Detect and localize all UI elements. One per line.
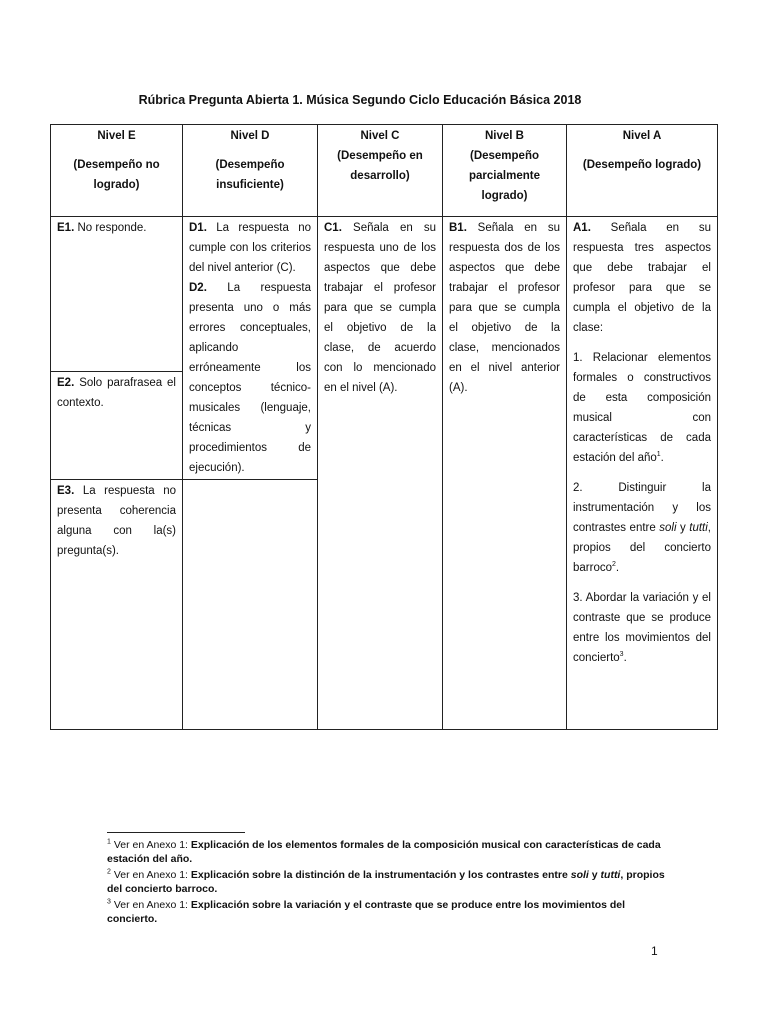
soli-term: soli bbox=[659, 522, 677, 534]
footnote-prefix: Ver en Anexo 1: bbox=[110, 869, 191, 881]
a1-item-2-end: . bbox=[615, 562, 620, 574]
a1-code: A1. bbox=[573, 222, 591, 234]
cell-c1 bbox=[318, 217, 443, 730]
footnote-number: 2 bbox=[107, 868, 111, 876]
header-desc-label: (Desempeño parcialmente logrado) bbox=[469, 150, 540, 202]
header-nivel-a bbox=[567, 125, 718, 217]
header-row bbox=[51, 125, 718, 217]
a1-item-3 bbox=[573, 588, 711, 668]
footnote-ref-2: 2 bbox=[612, 561, 616, 569]
header-desc-label: (Desempeño logrado) bbox=[582, 159, 702, 171]
e2-text: Solo parafrasea el contexto. bbox=[57, 376, 176, 409]
header-desc-label: (Desempeño insuficiente) bbox=[215, 159, 285, 191]
a1-item-1-text: 1. Relacionar elementos formales o constructivos de esta composición musical con características de cada estación del año bbox=[573, 352, 711, 464]
e1-code: E1. bbox=[57, 222, 75, 234]
a1-item-3-end: . bbox=[623, 652, 627, 664]
footnote-number: 3 bbox=[107, 898, 111, 906]
tutti-term: tutti bbox=[689, 522, 708, 534]
conjunction: y bbox=[588, 869, 601, 881]
header-nivel-c bbox=[318, 125, 443, 217]
cell-d1 bbox=[183, 217, 318, 480]
a1-intro bbox=[573, 218, 711, 338]
e2-code: E2. bbox=[57, 376, 75, 389]
b1-code: B1. bbox=[449, 222, 467, 234]
a1-item-3-text: 3. Abordar la variación y el contraste que se produce entre los movimientos del concierto bbox=[573, 592, 711, 664]
rubric-row bbox=[51, 217, 718, 372]
footnote-1 bbox=[107, 838, 667, 866]
e1-text: No responde. bbox=[74, 222, 147, 234]
footnote-rule bbox=[107, 832, 245, 833]
cell-a1 bbox=[567, 217, 718, 730]
b1-text: Señala en su respuesta dos de los aspectos que debe trabajar el profesor para que se cumpla el objetivo de la clase, mencionados en el nivel anterior (A). bbox=[449, 222, 560, 394]
footnote-prefix: Ver en Anexo 1: bbox=[110, 839, 191, 851]
cell-d-empty bbox=[183, 480, 318, 730]
footnote-3 bbox=[107, 898, 667, 926]
footnote-text: Explicación de los elementos formales de la composición musical con características de cada estación del año. bbox=[107, 839, 661, 865]
header-nivel-d bbox=[183, 125, 318, 217]
a1-text: Señala en su respuesta tres aspectos que debe trabajar el profesor para que se cumpla el objetivo de la clase: bbox=[573, 222, 711, 334]
a1-item-1-end: . bbox=[660, 452, 664, 464]
document-title: Rúbrica Pregunta Abierta 1. Música Segundo Ciclo Educación Básica 2018 bbox=[138, 93, 582, 107]
header-level-label: Nivel D bbox=[230, 130, 270, 142]
footnote-prefix: Ver en Anexo 1: bbox=[110, 899, 191, 911]
footnotes bbox=[107, 838, 667, 928]
soli-term: soli bbox=[570, 869, 589, 881]
e3-code: E3. bbox=[57, 485, 75, 497]
header-level-label: Nivel B bbox=[485, 130, 524, 142]
footnote-text-b: , propios del concierto barroco. bbox=[107, 869, 665, 895]
cell-e2 bbox=[51, 371, 183, 479]
header-nivel-b bbox=[443, 125, 567, 217]
header-desc-label: (Desempeño no logrado) bbox=[73, 159, 160, 191]
e3-text: La respuesta no presenta coherencia alguna con la(s) pregunta(s). bbox=[57, 485, 176, 557]
header-level-label: Nivel C bbox=[360, 130, 400, 142]
d2-code: D2. bbox=[189, 282, 207, 294]
d1-code: D1. bbox=[189, 222, 207, 234]
cell-e1 bbox=[51, 217, 183, 372]
a1-item-2 bbox=[573, 478, 711, 578]
footnote-text: Explicación sobre la distinción de la instrumentación y los contrastes entre bbox=[190, 869, 571, 881]
header-desc-label: (Desempeño en desarrollo) bbox=[337, 150, 423, 182]
footnote-number: 1 bbox=[107, 838, 111, 846]
d2-text: La respuesta presenta uno o más errores conceptuales, aplicando erróneamente los conceptos técnico-musicales (lenguaje, técnicas y procedimientos de ejecución). bbox=[189, 282, 311, 474]
footnote-text: Explicación sobre la variación y el contraste que se produce entre los movimientos del concierto. bbox=[107, 899, 626, 925]
c1-code: C1. bbox=[324, 222, 342, 234]
c1-text: Señala en su respuesta uno de los aspectos que debe trabajar el profesor para que se cumpla el objetivo de la clase, de acuerdo con lo mencionado en el nivel (A). bbox=[324, 222, 436, 394]
header-level-label: Nivel A bbox=[622, 130, 662, 142]
footnote-ref-1: 1 bbox=[656, 451, 661, 459]
d1-text: La respuesta no cumple con los criterios del nivel anterior (C). bbox=[189, 222, 311, 274]
footnote-2 bbox=[107, 868, 667, 896]
header-level-label: Nivel E bbox=[97, 130, 136, 142]
a1-item-1 bbox=[573, 348, 711, 468]
cell-b1 bbox=[443, 217, 567, 730]
cell-e3 bbox=[51, 480, 183, 730]
header-nivel-e bbox=[51, 125, 183, 217]
tutti-term: tutti bbox=[600, 869, 621, 881]
page-number: 1 bbox=[651, 944, 658, 958]
a1-item-2-text: 2. Distinguir la instrumentación y los contrastes entre bbox=[573, 482, 711, 534]
rubric-table bbox=[50, 124, 718, 730]
footnote-ref-3: 3 bbox=[619, 651, 624, 659]
a1-item-2-text-b: , propios del concierto barroco bbox=[573, 522, 711, 574]
conjunction: y bbox=[676, 522, 690, 534]
